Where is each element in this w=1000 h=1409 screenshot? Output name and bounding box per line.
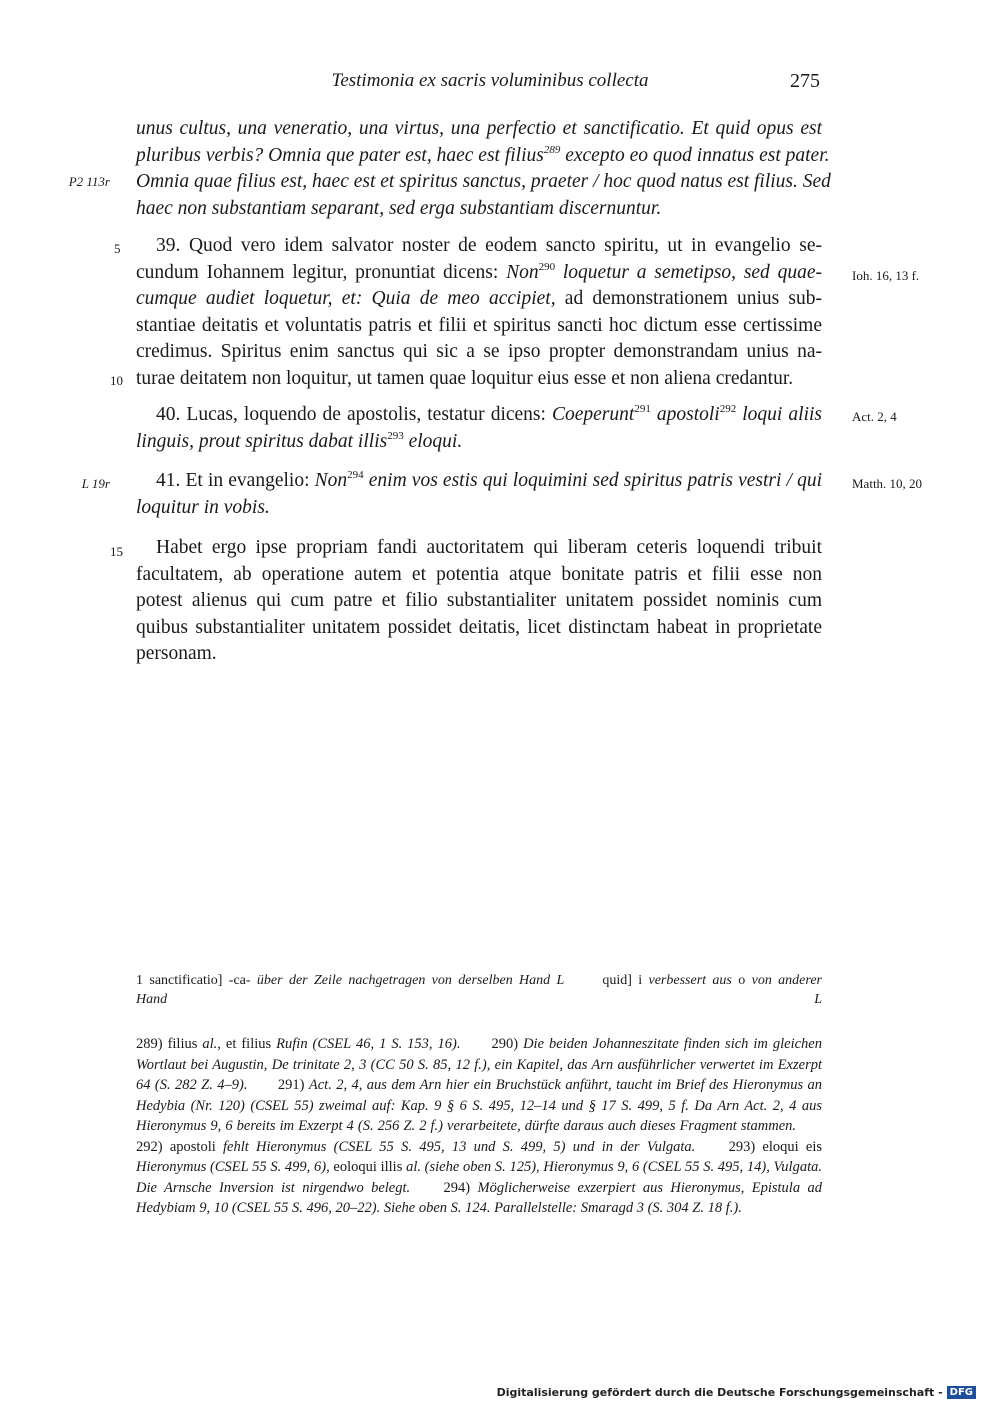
credit-text: Digitalisierung gefördert durch die Deutsche Forschungsgemeinschaft - xyxy=(496,1386,943,1399)
text-line: pluribus verbis? Omnia que pater est, haec est filius$^{289}$ excepto eo quod innatus est pater. xyxy=(136,143,830,166)
text-line: facultatem, ab operatione autem et potentia atque bonitate patris et filii esse non xyxy=(136,563,822,585)
bible-ref-ioh: Ioh. 16, 13 f. xyxy=(852,268,920,283)
text-line: 39. Quod vero idem salvator noster de eodem sancto spiritu, ut in evangelio se- xyxy=(156,235,822,256)
text-line: credimus. Spiritus enim sanctus qui sic a se ipso propter demonstrandam unius na- xyxy=(136,341,822,362)
text-line: 41. Et in evangelio: Non$^{294}$ enim vos estis qui loquimini sed spiritus patris vestri / qui xyxy=(156,469,823,491)
digitization-credit xyxy=(497,1386,976,1399)
bible-ref-matth: Matth. 10, 20 xyxy=(852,476,923,491)
manuscript-folio-p2: P2 113r xyxy=(68,174,110,189)
text-line: Habet ergo ipse propriam fandi auctoritatem qui liberam ceteris loquendi tribuit xyxy=(156,537,822,558)
dfg-logo: DFG xyxy=(947,1386,976,1399)
text-line: 40. Lucas, loquendo de apostolis, testatur dicens: Coeperunt$^{291}$ apostoli$^{292}$ loqui aliis xyxy=(156,403,822,425)
apparatus-entry: Hand L xyxy=(136,992,822,1007)
footnote-289: 289) filius al., et filius Rufin (CSEL 46, 1 S. 153, 16). xyxy=(136,1036,461,1052)
text-line: personam. xyxy=(136,643,217,664)
text-line: cundum Iohannem legitur, pronuntiat dicens: Non$^{290}$ loquetur a semetipso, sed quae- xyxy=(136,260,822,283)
footnotes xyxy=(136,1034,822,1219)
footnote-293: 293) eloqui eis Hieronymus (CSEL 55 S. 499, 6), eoloqui illis al. (siehe oben S. 125), Hieronymus 9, 6 (CSEL 55 S. 495, 14), Vulgata. Die Arnsche Inversion ist nirgendwo belegt. xyxy=(136,1138,823,1196)
critical-apparatus xyxy=(136,971,822,1009)
footnote-290: 290) Die beiden Johanneszitate finden sich im gleichen Wortlaut bei Augustin, De trinitate 2, 3 (CC 50 S. 85, 12 f.), ein Kapitel, das Arn ausführlicher verwertet im Exzerpt 64 (S. 282 Z. 4–9). xyxy=(136,1036,822,1093)
bible-ref-act: Act. 2, 4 xyxy=(852,409,897,424)
text-line: turae deitatem non loquitur, ut tamen quae loquitur eius esse et non aliena credantur. xyxy=(136,367,794,389)
footnote-ref: 291 xyxy=(634,403,651,415)
text-line: stantiae deitatis et voluntatis patris et filii et spiritus sancti hoc dictum esse certissime xyxy=(136,314,822,336)
text-line: unus cultus, una veneratio, una virtus, una perfectio et sanctificatio. Et quid opus est xyxy=(136,118,822,139)
footnote-291: 291) Act. 2, 4, aus dem Arn hier ein Bruchstück anführt, taucht im Brief des Hieronymus an Hedybia (Nr. 120) (CSEL 55) zweimal auf: Kap. 9 § 6 S. 495, 12–14 und § 17 S. 499, 5 f. Da Arn Act. 2, 4 aus Hieronymus 9, 6 bereits im Exzerpt 4 (S. 256 Z. 2 f.) verarbeitete, dürfte daraus auch dieses Fragment stammen. xyxy=(136,1077,822,1134)
text-line: loquitur in vobis. xyxy=(136,496,270,518)
apparatus-entry: 1 sanctificatio] -ca- über der Zeile nachgetragen von derselben Hand L quid] i verbessert aus o von anderer xyxy=(136,973,822,988)
footnote-ref: 289 xyxy=(543,143,561,156)
footnote-ref: 294 xyxy=(347,469,364,481)
text-line: potest alienus qui cum patre et filio substantialiter unitatem possidet nominis cum xyxy=(136,590,822,611)
footnote-294: 294) Möglicherweise exzerpiert aus Hieronymus, Epistula ad Hedybiam 9, 10 (CSEL 55 S. 496, 20–22). Siehe oben S. 124. Parallelstelle: Smaragd 3 (S. 304 Z. 18 f.). xyxy=(136,1179,822,1216)
line-number-10: 10 xyxy=(110,373,123,388)
manuscript-folio-l19: L 19r xyxy=(81,476,110,491)
paragraph-39 xyxy=(136,233,822,392)
footnote-ref: 290 xyxy=(538,260,556,273)
paragraph-42 xyxy=(136,535,822,668)
paragraph-41 xyxy=(136,468,822,521)
page-number: 275 xyxy=(790,70,820,92)
line-number-15: 15 xyxy=(110,544,123,559)
footnote-ref: 293 xyxy=(387,429,404,442)
line-number-5: 5 xyxy=(114,241,121,256)
running-title: Testimonia ex sacris voluminibus collecta xyxy=(331,70,649,91)
footnote-ref: 292 xyxy=(719,403,737,415)
footnote-292: 292) apostoli fehlt Hieronymus (CSEL 55 S. 495, 13 und S. 499, 5) und in der Vulgata. xyxy=(136,1138,696,1155)
text-line: quibus substantialiter unitatem possidet deitatis, licet distinctam habeat in proprietate xyxy=(136,616,822,638)
paragraph-continuation xyxy=(136,116,831,222)
text-line: cumque audiet loquetur, et: Quia de meo accipiet, ad demonstrationem unius sub- xyxy=(136,288,822,309)
text-line: linguis, prout spiritus dabat illis$^{293}$ eloqui. xyxy=(136,429,463,452)
paragraph-40 xyxy=(136,402,822,455)
text-line: Omnia quae filius est, haec est et spiritus sanctus, praeter / hoc quod natus est filius. Sed xyxy=(136,171,831,192)
text-line: haec non substantiam separant, sed erga substantiam discernuntur. xyxy=(136,197,662,219)
